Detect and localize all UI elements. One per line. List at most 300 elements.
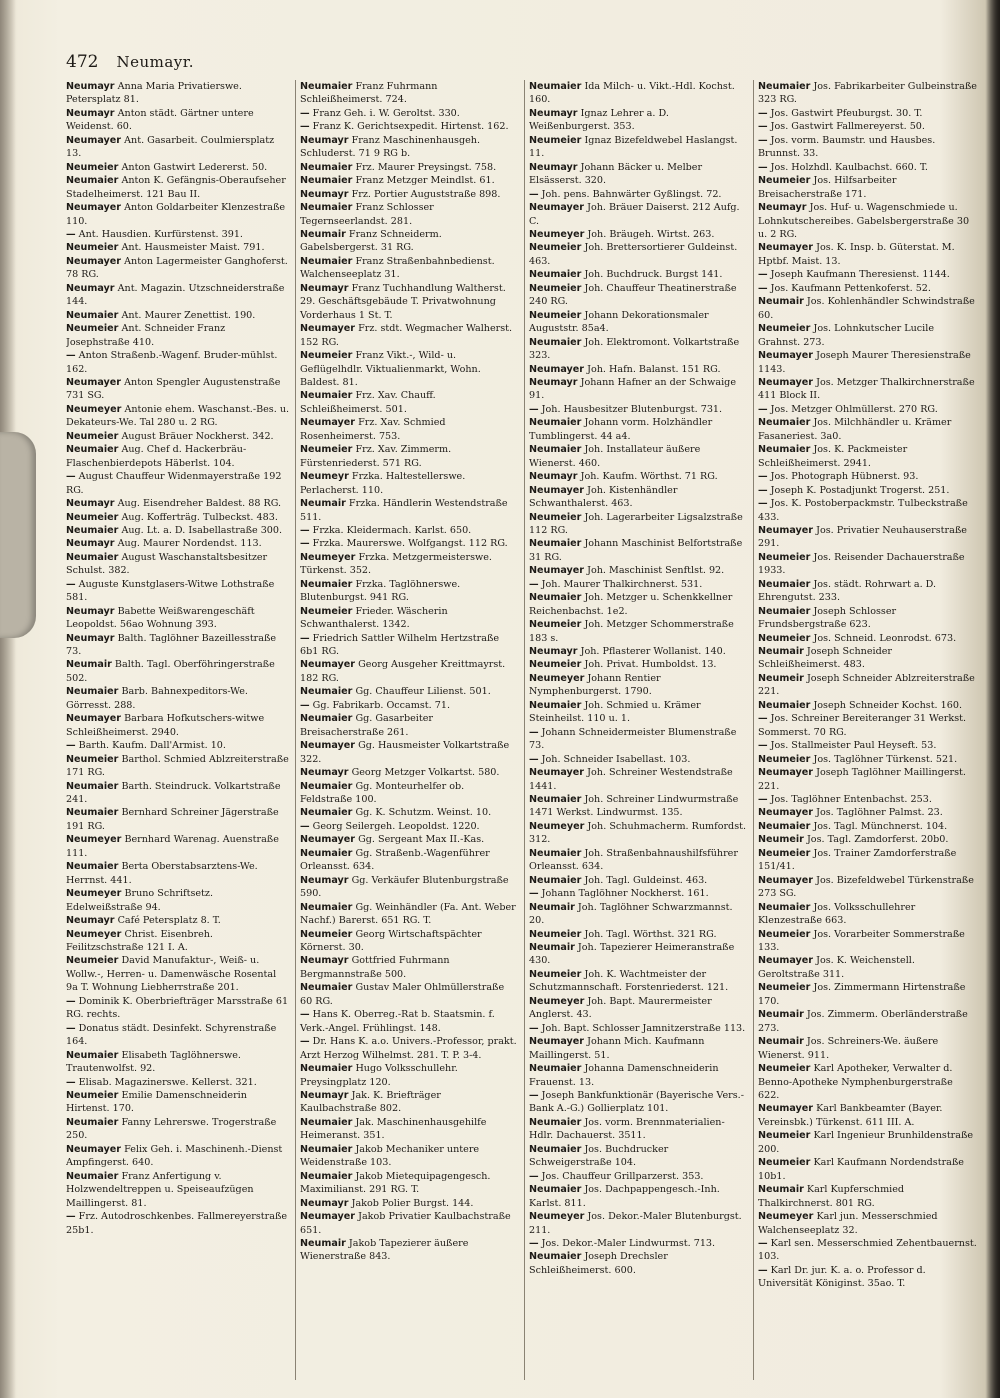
entry-surname: Neumeier (758, 982, 811, 994)
directory-entry (529, 1022, 748, 1035)
entry-surname: Neumaier (66, 807, 119, 819)
entry-surname: Neumaier (66, 1049, 119, 1061)
directory-entry (300, 605, 519, 632)
entry-surname: Neumaier (758, 444, 811, 456)
entry-surname: Neumair (300, 498, 346, 510)
entry-surname: — (66, 740, 76, 752)
directory-entry (66, 511, 290, 524)
entry-details: Anton K. Gefängnis-Oberaufseher Stadelheimerst. 121 Bau II. (66, 175, 286, 200)
entry-surname: Neumaier (529, 1184, 582, 1196)
entry-surname: Neumaier (300, 1170, 353, 1182)
entry-details: Aug. Kofferträg. Tulbeckst. 483. (121, 511, 278, 523)
directory-entry (300, 1210, 519, 1237)
entry-details: Auguste Kunstglasers-Witwe Lothstraße 581. (66, 578, 275, 604)
entry-details: Karl Ingenieur Brunhildenstraße 200. (758, 1130, 974, 1155)
entry-details: Ant. Hausmeister Maist. 791. (121, 242, 265, 254)
directory-entry (529, 1116, 748, 1143)
entry-surname: Neumaier (66, 444, 119, 456)
entry-surname: Neumaier (529, 1063, 582, 1075)
entry-surname: Neumaier (300, 202, 353, 214)
directory-entry (529, 282, 748, 309)
directory-entry (529, 887, 748, 900)
entry-details: Joh. Hausbesitzer Blutenburgst. 731. (541, 403, 723, 415)
entry-details: Babette Weißwarengeschäft Leopoldst. 56ao Wohnung 393. (66, 605, 255, 631)
entry-surname: Neumaier (758, 901, 811, 913)
directory-entry (529, 753, 748, 766)
entry-details: Jos. vorm. Brennmaterialien-Hdlr. Dachauerst. 3511. (529, 1116, 725, 1142)
entry-surname: Neumaier (300, 1063, 353, 1075)
directory-entry (66, 658, 290, 685)
entry-surname: Neumaier (300, 175, 353, 187)
entry-details: Gg. Fabrikarb. Occamst. 71. (312, 699, 451, 711)
entry-surname: Neumeier (300, 605, 353, 617)
entry-surname: Neumayer (66, 713, 122, 725)
entry-details: Joh. Buchdruck. Burgst 141. (584, 269, 723, 281)
directory-entry (529, 443, 748, 470)
entry-surname: Neumayer (66, 1143, 122, 1155)
entry-surname: Neumayer (529, 484, 585, 496)
entry-surname: Neumayr (758, 202, 807, 214)
entry-surname: Neumeier (758, 551, 811, 563)
directory-entry (300, 658, 519, 685)
entry-surname: Neumaier (300, 81, 353, 92)
entry-details: Jos. Holzhdl. Kaulbachst. 660. T. (770, 161, 928, 173)
entry-details: Gg. K. Schutzm. Weinst. 10. (355, 807, 492, 819)
entry-details: Joh. Brettersortierer Guldeinst. 463. (529, 242, 738, 267)
directory-entry (300, 739, 519, 766)
directory-entry (66, 537, 290, 550)
entry-details: Jos. Lohnkutscher Lucile Grahnst. 273. (758, 323, 934, 348)
entry-details: Gustav Maler Ohlmüllerstraße 60 RG. (300, 982, 505, 1007)
entry-surname: Neumaier (66, 309, 119, 321)
entry-details: Fanny Lehrerswe. Trogerstraße 250. (66, 1116, 277, 1142)
entry-surname: — (300, 699, 310, 711)
directory-entry (66, 833, 290, 860)
entry-details: Franz Straßenbahnbedienst. Walchenseeplatz 31. (300, 255, 495, 281)
entry-surname: — (529, 888, 539, 900)
entry-surname: Neumayr (529, 471, 578, 483)
entry-details: Joh. Tapezierer Heimeranstraße 430. (529, 942, 735, 967)
entry-details: Frz. Maurer Preysingst. 758. (355, 161, 497, 173)
directory-entry (758, 349, 977, 376)
entry-surname: Neumayr (300, 1197, 349, 1209)
entry-details: Friedrich Sattler Wilhelm Hertzstraße 6b1 RG. (300, 632, 500, 658)
entry-details: Georg Seilergeh. Leopoldst. 1220. (312, 820, 480, 832)
directory-entry (758, 954, 977, 981)
directory-entry (529, 928, 748, 941)
entry-details: Ignaz Bizefeldwebel Haslangst. 11. (529, 134, 738, 160)
entry-details: Johann Schneidermeister Blumenstraße 73. (529, 726, 737, 752)
entry-details: Jos. Taglöhner Palmst. 23. (816, 807, 943, 819)
entry-surname: Neumayer (529, 202, 585, 214)
entry-surname: Neumaier (300, 255, 353, 267)
entry-surname: Neumaier (66, 861, 119, 873)
entry-details: Joseph Schneider Kochst. 160. (813, 699, 963, 711)
entry-surname: — (66, 350, 76, 362)
entry-details: August Chauffeur Widenmayerstraße 192 RG. (66, 471, 282, 496)
entry-details: Barbara Hofkutschers-witwe Schleißheimerst. 2940. (66, 713, 265, 738)
entry-details: Joh. Privat. Humboldst. 13. (584, 659, 717, 671)
entry-surname: Neumeier (300, 928, 353, 940)
entry-details: Anton Gastwirt Ledererst. 50. (121, 161, 268, 173)
entry-surname: Neumaier (300, 807, 353, 819)
entry-surname: — (300, 1036, 310, 1048)
entry-surname: Neumayer (529, 1036, 585, 1048)
entry-surname: Neumayer (758, 376, 814, 388)
directory-entry (758, 766, 977, 793)
entry-details: Ant. Magazin. Utzschneiderstraße 144. (66, 282, 285, 308)
entry-details: Jos. vorm. Baumstr. und Hausbes. Brunnst. 33. (758, 134, 936, 160)
entry-details: Gg. Monteurhelfer ob. Feldstraße 100. (300, 780, 465, 806)
entry-details: Jos. Taglöhner Entenbachst. 253. (770, 794, 932, 806)
directory-entry (758, 739, 977, 752)
entry-surname: Neumaier (66, 524, 119, 536)
entry-details: Johann Hafner an der Schwaige 91. (529, 376, 736, 402)
entry-surname: Neumaier (300, 982, 353, 994)
entry-details: Jos. Photograph Hübnerst. 93. (770, 471, 919, 483)
directory-entry (758, 699, 977, 712)
directory-entry (758, 928, 977, 955)
entry-surname: Neumair (758, 1009, 804, 1021)
entry-surname: — (300, 632, 310, 644)
directory-entry (529, 228, 748, 241)
entry-details: Ignaz Lehrer a. D. Weißenburgerst. 353. (529, 107, 669, 133)
directory-entry (300, 1143, 519, 1170)
entry-surname: Neumayr (66, 81, 115, 92)
directory-entry (758, 833, 977, 846)
entry-details: Jos. Kaufmann Pettenkoferst. 52. (770, 282, 931, 294)
directory-entry (758, 134, 977, 161)
entry-surname: Neumaier (758, 578, 811, 590)
directory-entry (66, 524, 290, 537)
entry-surname: Neumeier (529, 282, 582, 294)
entry-surname: Neumaier (300, 901, 353, 913)
entry-details: Joseph Schlosser Frundsbergstraße 623. (758, 605, 897, 631)
entry-details: Joseph Kaufmann Theresienst. 1144. (770, 269, 950, 281)
directory-entry (758, 443, 977, 470)
entry-surname: — (758, 269, 768, 281)
directory-entry (529, 134, 748, 161)
directory-entry (529, 699, 748, 726)
entry-details: Jos. Dachpappengesch.-Inh. Karlst. 811. (529, 1184, 720, 1209)
directory-entry (529, 268, 748, 281)
entry-surname: Neumayr (529, 376, 578, 388)
directory-entry (758, 712, 977, 739)
directory-entry (300, 174, 519, 187)
directory-entry (529, 336, 748, 363)
entry-surname: Neumair (758, 1036, 804, 1048)
entry-surname: Neumaier (66, 551, 119, 563)
entry-surname: Neumayr (66, 915, 115, 927)
directory-entry (529, 107, 748, 134)
entry-surname: Neumeier (529, 968, 582, 980)
entry-details: Bernhard Warenag. Auenstraße 111. (66, 834, 279, 859)
entry-details: Joh. Tagl. Guldeinst. 463. (584, 874, 708, 886)
entry-surname: Neumeier (758, 175, 811, 187)
entry-surname: Neumayr (300, 282, 349, 294)
entry-details: August Waschanstaltsbesitzer Schulst. 382. (66, 551, 268, 577)
entry-surname: — (758, 794, 768, 806)
directory-entry (758, 605, 977, 632)
entry-details: Franz Schlosser Tegernseerlandst. 281. (300, 202, 434, 227)
directory-entry (758, 1264, 977, 1291)
directory-entry (529, 416, 748, 443)
entry-details: Joseph K. Postadjunkt Trogerst. 251. (770, 484, 950, 496)
column-4 (753, 80, 982, 1380)
directory-entry (758, 847, 977, 874)
entry-surname: Neumeyer (529, 995, 585, 1007)
entry-surname: Neumaier (529, 81, 582, 92)
entry-details: Elisab. Magazinerswe. Kellerst. 321. (78, 1076, 257, 1088)
entry-details: Joh. Installateur äußere Wienerst. 460. (529, 444, 701, 469)
entry-details: Anton Spengler Augustenstraße 731 SG. (66, 376, 281, 402)
entry-details: Gg. Hausmeister Volkartstraße 322. (300, 740, 510, 765)
entry-details: Jos. Milchhändler u. Krämer Fasaneriest. 3a0. (758, 417, 952, 442)
directory-entry (300, 806, 519, 819)
entry-details: Franz Fuhrmann Schleißheimerst. 724. (300, 81, 438, 106)
directory-entry (300, 188, 519, 201)
directory-entry (300, 161, 519, 174)
entry-details: Johann Maschinist Belfortstraße 31 RG. (529, 538, 743, 563)
entry-details: Joh. Schreiner Lindwurmstraße 1471 Werkst. Lindwurmst. 135. (529, 794, 739, 819)
directory-entry (758, 1035, 977, 1062)
directory-entry (529, 726, 748, 753)
directory-entry (758, 107, 977, 120)
entry-surname: Neumayr (300, 874, 349, 886)
directory-entry (529, 995, 748, 1022)
entry-details: Jos. Schneid. Leonrodst. 673. (813, 632, 957, 644)
directory-entry (529, 578, 748, 591)
directory-columns (66, 80, 982, 1380)
directory-entry (66, 954, 290, 994)
directory-entry (300, 712, 519, 739)
entry-details: Frzka. Haltestellerswe. Perlacherst. 110. (300, 471, 466, 496)
directory-entry (300, 699, 519, 712)
entry-details: Dr. Hans K. a.o. Univers.-Professor, prakt. Arzt Herzog Wilhelmst. 281. T. P. 3-4. (300, 1036, 517, 1061)
entry-surname: — (66, 1211, 76, 1223)
directory-entry (66, 228, 290, 241)
directory-entry (66, 174, 290, 201)
entry-surname: — (300, 1009, 310, 1021)
entry-details: Joh. Pflasterer Wollanist. 140. (580, 646, 726, 658)
directory-entry (300, 820, 519, 833)
column-3 (524, 80, 753, 1380)
entry-surname: Neumayer (758, 955, 814, 967)
entry-surname: — (66, 578, 76, 590)
directory-entry (66, 1116, 290, 1143)
entry-surname: — (758, 1264, 768, 1276)
entry-surname: — (758, 161, 768, 173)
entry-details: Johanna Damenschneiderin Frauenst. 13. (529, 1063, 719, 1088)
entry-details: Joh. Schreiner Westendstraße 1441. (529, 767, 733, 792)
entry-details: Joh. Chauffeur Theatinerstraße 240 RG. (529, 282, 737, 308)
entry-details: Jos. Fabrikarbeiter Gulbeinstraße 323 RG. (758, 81, 977, 106)
entry-surname: — (758, 403, 768, 415)
directory-entry (758, 1210, 977, 1237)
entry-details: Jos. K. Weichenstell. Geroltstraße 311. (758, 955, 915, 980)
entry-surname: Neumayer (66, 134, 122, 146)
entry-details: Frz. Xav. Schmied Rosenheimerst. 753. (300, 417, 446, 442)
entry-details: Ida Milch- u. Vikt.-Hdl. Kochst. 160. (529, 81, 735, 106)
entry-surname: Neumair (758, 296, 804, 308)
directory-entry (300, 685, 519, 698)
directory-entry (529, 564, 748, 577)
entry-surname: — (758, 107, 768, 119)
directory-entry (66, 1076, 290, 1089)
entry-details: Donatus städt. Desinfekt. Schyrenstraße 164. (66, 1022, 277, 1048)
directory-entry (300, 497, 519, 524)
directory-entry (758, 1237, 977, 1264)
directory-entry (66, 1143, 290, 1170)
entry-details: Karl Kupferschmied Thalkirchnerst. 801 RG. (758, 1184, 905, 1209)
directory-entry (300, 443, 519, 470)
entry-surname: Neumair (758, 646, 804, 658)
directory-entry (758, 470, 977, 483)
directory-entry (66, 685, 290, 712)
directory-entry (66, 255, 290, 282)
directory-entry (300, 1062, 519, 1089)
directory-entry (300, 107, 519, 120)
entry-details: Johann Dekorationsmaler Auguststr. 85a4. (529, 309, 709, 335)
entry-surname: Neumaier (758, 699, 811, 711)
entry-details: Franz Anfertigung v. Holzwendeltreppen u. Speiseaufzügen Maillingerst. 81. (66, 1170, 254, 1209)
entry-details: Jakob Polier Burgst. 144. (351, 1197, 474, 1209)
entry-surname: Neumeier (529, 242, 582, 254)
entry-details: Jos. Bizefeldwebel Türkenstraße 273 SG. (758, 874, 974, 900)
entry-details: Aug. Eisendreher Baldest. 88 RG. (117, 498, 282, 510)
directory-entry (529, 161, 748, 188)
entry-surname: Neumaier (66, 1116, 119, 1128)
entry-surname: Neumeir (758, 672, 804, 684)
entry-details: Joh. Maschinist Senftlst. 92. (587, 565, 725, 577)
directory-entry (758, 578, 977, 605)
entry-surname: Neumair (529, 901, 575, 913)
directory-entry (758, 632, 977, 645)
entry-details: Joh. Kistenhändler Schwanthalerst. 463. (529, 484, 678, 510)
entry-details: Aug. Lt. a. D. Isabellastraße 300. (121, 524, 283, 536)
entry-surname: — (758, 471, 768, 483)
entry-surname: Neumaier (529, 1116, 582, 1128)
directory-entry (300, 551, 519, 578)
entry-surname: Neumayr (66, 538, 115, 550)
directory-entry (66, 430, 290, 443)
directory-entry (529, 820, 748, 847)
entry-surname: Neumaier (300, 780, 353, 792)
entry-details: Jak. K. Briefträger Kaulbachstraße 802. (300, 1089, 441, 1115)
directory-entry (529, 766, 748, 793)
directory-entry (300, 901, 519, 928)
entry-surname: — (529, 1022, 539, 1034)
directory-entry (300, 847, 519, 874)
entry-surname: Neumaier (300, 847, 353, 859)
entry-details: Karl Kaufmann Nordendstraße 10b1. (758, 1157, 964, 1182)
directory-entry (529, 901, 748, 928)
entry-details: Jakob Mietequipagengesch. Maximilianst. 291 RG. T. (300, 1170, 491, 1196)
directory-entry (529, 1250, 748, 1277)
entry-surname: Neumair (66, 659, 112, 671)
directory-entry (529, 645, 748, 658)
entry-details: Joh. Lagerarbeiter Ligsalzstraße 112 RG. (529, 511, 743, 536)
entry-surname: — (529, 1089, 539, 1101)
entry-surname: Neumayer (758, 1103, 814, 1115)
directory-entry (300, 833, 519, 846)
entry-surname: Neumayr (529, 646, 578, 658)
entry-surname: Neumeier (758, 1157, 811, 1169)
entry-surname: Neumeier (758, 847, 811, 859)
directory-entry (529, 1035, 748, 1062)
entry-details: Anton Lagermeister Ganghoferst. 78 RG. (66, 255, 288, 281)
directory-entry (300, 537, 519, 550)
directory-entry (529, 793, 748, 820)
entry-details: Joh. Kaufm. Wörthst. 71 RG. (580, 471, 718, 483)
directory-entry (300, 524, 519, 537)
entry-details: Joh. Bapt. Schlosser Jamnitzerstraße 113. (541, 1022, 746, 1034)
entry-surname: Neumaier (66, 175, 119, 187)
directory-entry (758, 820, 977, 833)
directory-entry (300, 389, 519, 416)
directory-entry (66, 201, 290, 228)
entry-surname: Neumayr (66, 282, 115, 294)
entry-details: Antonie ehem. Waschanst.-Bes. u. Dekateurs-We. Tal 280 u. 2 RG. (66, 403, 290, 429)
directory-entry (529, 658, 748, 671)
entry-surname: Neumeyer (529, 1211, 585, 1223)
entry-details: Jos. Hilfsarbeiter Breisacherstraße 171. (758, 175, 897, 200)
entry-details: Franz Geh. i. W. Geroltst. 330. (312, 107, 460, 119)
entry-details: Jak. Maschinenhausgehilfe Heimeranst. 351. (300, 1116, 487, 1142)
directory-entry (758, 484, 977, 497)
entry-surname: Neumayer (66, 202, 122, 214)
directory-entry (66, 632, 290, 659)
entry-details: Frieder. Wäscherin Schwanthalerst. 1342. (300, 605, 448, 631)
entry-details: Barthol. Schmied Ablzreiterstraße 171 RG. (66, 753, 289, 779)
entry-details: Johann vorm. Holzhändler Tumblingerst. 44 a4. (529, 417, 713, 442)
entry-surname: Neumaier (758, 81, 811, 92)
directory-entry (758, 806, 977, 819)
entry-details: Franz Maschinenhausgeh. Schluderst. 71 9 RG b. (300, 134, 481, 160)
binder-tab (0, 432, 36, 638)
entry-surname: — (758, 282, 768, 294)
entry-details: Jos. Gastwirt Pfeuburgst. 30. T. (770, 107, 923, 119)
entry-details: Aug. Maurer Nordendst. 113. (117, 538, 262, 550)
entry-details: Jos. Huf- u. Wagenschmiede u. Lohnkutschereibes. Gabelsbergerstraße 30 u. 2 RG. (758, 202, 970, 240)
directory-entry (529, 1183, 748, 1210)
directory-entry (758, 524, 977, 551)
entry-details: Joh. pens. Bahnwärter Gyßlingst. 72. (541, 188, 722, 200)
directory-entry (300, 1116, 519, 1143)
entry-surname: — (529, 753, 539, 765)
entry-surname: Neumayr (529, 161, 578, 173)
entry-details: Jos. Reisender Dachauerstraße 1933. (758, 551, 965, 577)
entry-details: Joseph Drechsler Schleißheimerst. 600. (529, 1251, 668, 1276)
directory-entry (758, 120, 977, 133)
entry-details: Joh. Bapt. Maurermeister Anglerst. 43. (529, 995, 712, 1021)
directory-entry (758, 268, 977, 281)
entry-details: Jakob Privatier Kaulbachstraße 651. (300, 1211, 511, 1236)
entry-surname: — (529, 1170, 539, 1182)
entry-details: Johann Taglöhner Nockherst. 161. (541, 888, 709, 900)
entry-surname: — (758, 134, 768, 146)
entry-details: Jos. Buchdrucker Schweigerstraße 104. (529, 1143, 669, 1169)
entry-surname: Neumaier (529, 699, 582, 711)
directory-entry (66, 995, 290, 1022)
directory-entry (66, 605, 290, 632)
entry-surname: Neumaier (529, 444, 582, 456)
directory-entry (300, 1008, 519, 1035)
directory-entry (529, 511, 748, 538)
directory-entry (758, 874, 977, 901)
entry-surname: Neumayer (300, 834, 356, 846)
directory-entry (758, 1062, 977, 1102)
